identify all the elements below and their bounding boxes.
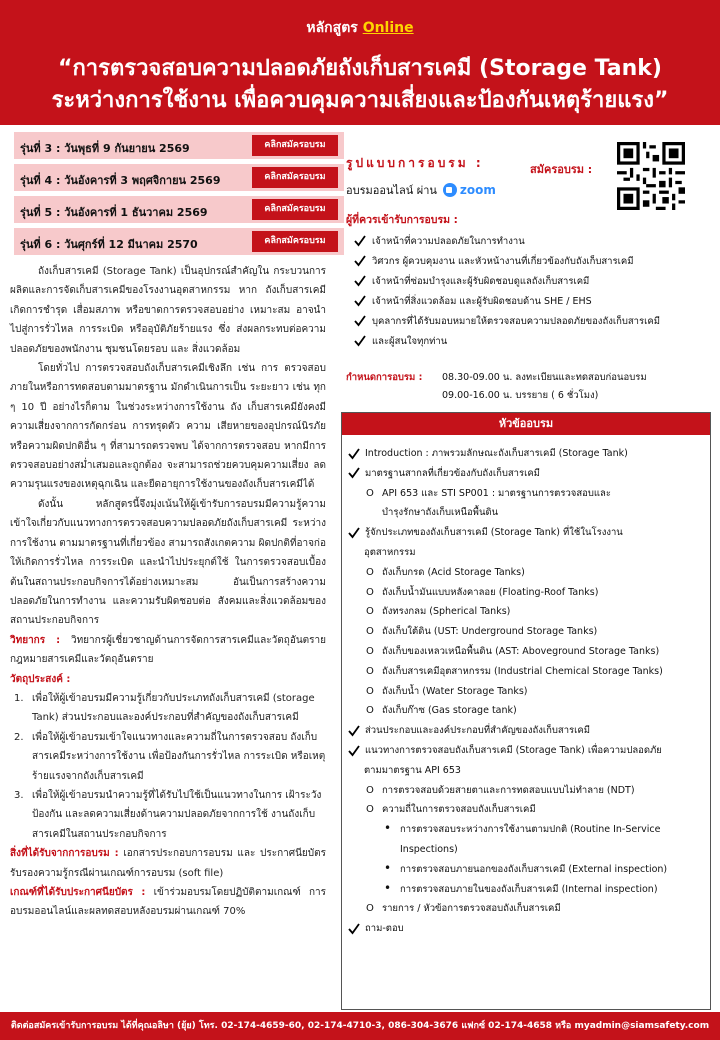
topic-item: O ถังเก็บก๊าซ (Gas storage tank): [366, 701, 517, 720]
topic-item: • การตรวจสอบภายในของถังเก็บสารเคมี (Internal inspection): [384, 880, 658, 899]
header-banner: [0, 0, 720, 125]
dot-bullet-icon: •: [384, 860, 392, 875]
check-icon: [354, 235, 366, 247]
topic-item: O ถังเก็บน้ำมันแบบหลังคาลอย (Floating-Roof Tanks): [366, 583, 598, 602]
topic-item: O รายการ / หัวข้อการตรวจสอบถังเก็บสารเคมี: [366, 899, 561, 918]
check-icon: [348, 448, 360, 460]
online-badge: Online: [362, 20, 414, 36]
list-item: 3. เพื่อให้ผู้เข้าอบรมนำความรู้ที่ได้รับไปใช้เป็นแนวทางในการ เฝ้าระวัง ป้องกัน และลดความเสี่ยงด้านความปลอดภัยจากการใช้ งานถังเก็บสารเคมีในสถานประกอบกิจการ: [14, 789, 322, 840]
topic-item: อุตสาหกรรม: [364, 547, 416, 558]
circle-bullet-icon: O: [366, 586, 374, 598]
round-list: [14, 132, 344, 260]
speaker-label: วิทยากร :: [10, 634, 61, 646]
receive-label: สิ่งที่ได้รับจากการอบรม :: [10, 848, 119, 860]
criteria-text: เข้าร่วมอบรมโดยปฏิบัติตามเกณฑ์ การอบรมออนไลน์และผลทดสอบหลังอบรมผ่านเกณฑ์ 70%: [10, 887, 326, 918]
register-button[interactable]: คลิกสมัครอบรม: [252, 135, 338, 156]
intro-paragraph: ถังเก็บสารเคมี (Storage Tank) เป็นอุปกรณ์สำคัญใน กระบวนการผลิตและการจัดเก็บสารเคมีของโรงงานอุตสาหกรรม หาก ถังเก็บสารเคมีเกิดการชำรุด เสื่อมสภาพ หรือขาดการตรวจสอบอย่าง เหมาะสม อาจนำไปสู่การรั่วไหล การระเบิด หรืออุบัติภัยร้ายแรง ซึ่ง ส่งผลกระทบต่อความปลอดภัยของพนักงาน ชุมชนโดยรอบ และ สิ่งแวดล้อม: [10, 266, 326, 355]
list-item: เจ้าหน้าที่ซ่อมบำรุงและผู้รับผิดชอบดูแลถังเก็บสารเคมี: [346, 271, 711, 291]
check-icon: [354, 295, 366, 307]
check-icon: [348, 923, 360, 935]
check-icon: [354, 315, 366, 327]
schedule-line: 08.30-09.00 น. ลงทะเบียนและทดสอบก่อนอบรม: [442, 372, 647, 383]
speaker-text: วิทยากรผู้เชี่ยวชาญด้านการจัดการสารเคมีและวัตถุอันตราย กฎหมายสารเคมีและวัตถุอันตราย: [10, 634, 326, 666]
course-title-line1: “การตรวจสอบความปลอดภัยถังเก็บสารเคมี (Storage Tank): [58, 56, 662, 81]
topic-item: Inspections): [400, 844, 458, 855]
check-icon: [348, 725, 360, 737]
online-via-text: อบรมออนไลน์ ผ่าน: [346, 184, 437, 197]
topic-item: แนวทางการตรวจสอบถังเก็บสารเคมี (Storage Tank) เพื่อความปลอดภัย: [348, 741, 662, 760]
list-item: เจ้าหน้าที่ความปลอดภัยในการทำงาน: [346, 231, 711, 251]
intro-paragraph: โดยทั่วไป การตรวจสอบถังเก็บสารเคมีเชิงลึก เช่น การ ตรวจสอบภายในหรือการทดสอบตามมาตรฐาน มักดำเนินการเป็น ระยะยาว เช่น ทุก ๆ 10 ปี อย่างไรก็ตาม ในช่วงระหว่างการใช้งาน ถัง เก็บสารเคมียังคงมีความเสี่ยงจากการกัดกร่อน การทรุดตัว ความ เสียหายของอุปกรณ์นิรภัย หรือความผิดปกติอื่น ๆ ที่สามารถตรวจพบ ได้จากการตรวจสอบ หากมีการตรวจสอบอย่างสม่ำเสมอและถูกต้อง จะสามารถช่วยควบคุมความเสี่ยง ลดความรุนแรงของเหตุฉุกเฉิน และยืดอายุการใช้งานของถังเก็บสารเคมีได้: [10, 363, 326, 491]
course-tag-prefix: หลักสูตร: [306, 20, 358, 36]
topic-item: Introduction : ภาพรวมลักษณะถังเก็บสารเคมี (Storage Tank): [348, 444, 628, 463]
round-item: [14, 196, 344, 223]
topic-item: O ถังเก็บใต้ดิน (UST: Underground Storage Tanks): [366, 622, 597, 641]
schedule-line: 09.00-16.00 น. บรรยาย ( 6 ชั่วโมง): [442, 390, 599, 401]
register-button[interactable]: คลิกสมัครอบรม: [252, 199, 338, 220]
topics-box: [341, 412, 711, 1010]
check-icon: [354, 275, 366, 287]
topic-item: รู้จักประเภทของถังเก็บสารเคมี (Storage Tank) ที่ใช้ในโรงงาน: [348, 523, 623, 542]
circle-bullet-icon: O: [366, 665, 374, 677]
course-title-line2: ระหว่างการใช้งาน เพื่อควบคุมความเสี่ยงและป้องกันเหตุร้ายแรง”: [51, 88, 669, 113]
circle-bullet-icon: O: [366, 646, 374, 657]
circle-bullet-icon: O: [366, 705, 374, 717]
round-label: รุ่นที่ 4 : วันอังคารที่ 3 พฤศจิกายน 2569: [20, 174, 221, 187]
topic-item: O ถังเก็บน้ำ (Water Storage Tanks): [366, 682, 528, 701]
topic-item: O การตรวจสอบด้วยสายตาและการทดสอบแบบไม่ทำลาย (NDT): [366, 781, 635, 800]
topic-item: ถาม-ตอบ: [348, 919, 404, 938]
round-item: [14, 164, 344, 191]
audience-heading: ผู้ที่ควรเข้ารับการอบรม :: [346, 214, 458, 226]
topic-item: O ความถี่ในการตรวจสอบถังเก็บสารเคมี: [366, 800, 536, 819]
register-button[interactable]: คลิกสมัครอบรม: [252, 167, 338, 188]
register-button[interactable]: คลิกสมัครอบรม: [252, 231, 338, 252]
topic-item: O ถังเก็บสารเคมีอุตสาหกรรม (Industrial Chemical Storage Tanks): [366, 662, 663, 681]
circle-bullet-icon: O: [366, 685, 374, 697]
receive-text: เอกสารประกอบการอบรม และ ประกาศนียบัตรรับรองความรู้กรณีผ่านเกณฑ์การอบรม (soft file): [10, 848, 326, 879]
criteria-block: [10, 883, 326, 922]
round-item: [14, 228, 344, 255]
topic-item: O ถังเก็บของเหลวเหนือพื้นดิน (AST: Aboveground Storage Tanks): [366, 642, 659, 661]
zoom-logo: [443, 183, 496, 197]
list-item: 1. เพื่อให้ผู้เข้าอบรมมีความรู้เกี่ยวกับประเภทถังเก็บสารเคมี (storage Tank) ส่วนประกอบและองค์ประกอบที่สำคัญของถังเก็บสารเคมี: [14, 692, 315, 724]
receive-block: [10, 844, 326, 883]
list-item: เจ้าหน้าที่สิ่งแวดล้อม และผู้รับผิดชอบด้าน SHE / EHS: [346, 291, 711, 311]
check-icon: [348, 745, 360, 757]
circle-bullet-icon: O: [366, 903, 374, 915]
intro-column: [10, 262, 326, 922]
list-item: และผู้สนใจทุกท่าน: [346, 331, 711, 351]
list-item: วิศวกร ผู้ควบคุมงาน และหัวหน้างานที่เกี่ยวข้องกับถังเก็บสารเคมี: [346, 251, 711, 271]
round-label: รุ่นที่ 3 : วันพุธที่ 9 กันยายน 2569: [20, 142, 190, 155]
check-icon: [348, 467, 360, 479]
objectives-label: วัตถุประสงค์ :: [10, 673, 71, 685]
objectives-list: [10, 689, 326, 844]
check-icon: [354, 335, 366, 347]
format-line: [346, 181, 611, 199]
topic-item: O ถังทรงกลม (Spherical Tanks): [366, 602, 510, 621]
qr-code-icon[interactable]: [617, 142, 685, 210]
check-icon: [348, 527, 360, 539]
zoom-icon: [443, 183, 457, 197]
topic-item: มาตรฐานสากลที่เกี่ยวข้องกับถังเก็บสารเคมี: [348, 464, 540, 483]
topic-item: ตามมาตรฐาน API 653: [364, 764, 461, 776]
list-item: บุคลากรที่ได้รับมอบหมายให้ตรวจสอบความปลอดภัยของถังเก็บสารเคมี: [346, 311, 711, 331]
topic-item: O API 653 และ STI SP001 : มาตรฐานการตรวจสอบและ: [366, 484, 611, 503]
round-label: รุ่นที่ 6 : วันศุกร์ที่ 12 มีนาคม 2570: [20, 238, 198, 251]
dot-bullet-icon: •: [384, 880, 392, 895]
topic-item: ส่วนประกอบและองค์ประกอบที่สำคัญของถังเก็บสารเคมี: [348, 721, 590, 740]
check-icon: [354, 255, 366, 267]
dot-bullet-icon: •: [384, 821, 392, 836]
topic-item: บำรุงรักษาถังเก็บเหนือพื้นดิน: [382, 507, 499, 519]
zoom-text: zoom: [459, 183, 496, 197]
topics-heading: หัวข้ออบรม: [342, 413, 710, 435]
topic-item: • การตรวจสอบระหว่างการใช้งานตามปกติ (Routine In-Service: [384, 820, 660, 839]
circle-bullet-icon: O: [366, 804, 374, 816]
topic-item: • การตรวจสอบภายนอกของถังเก็บสารเคมี (External inspection): [384, 860, 667, 879]
schedule-label: กำหนดการอบรม :: [346, 372, 423, 383]
target-audience: [346, 211, 711, 351]
format-heading: รูปแบบการอบรม :: [346, 156, 484, 170]
circle-bullet-icon: O: [366, 626, 374, 638]
circle-bullet-icon: O: [366, 784, 374, 796]
circle-bullet-icon: O: [366, 487, 374, 499]
criteria-label: เกณฑ์ที่ได้รับประกาศนียบัตร :: [10, 887, 146, 898]
topic-item: O ถังเก็บกรด (Acid Storage Tanks): [366, 563, 525, 582]
contact-footer: ติดต่อสมัครเข้ารับการอบรม ได้ที่คุณอลิษา (ยุ้ย) โทร. 02-174-4659-60, 02-174-4710-3, 086-304-3676 แฟกซ์ 02-174-4658 หรือ myadmin@siamsafety.com: [0, 1012, 720, 1040]
course-tag: [0, 17, 720, 39]
circle-bullet-icon: O: [366, 606, 374, 618]
register-label: สมัครอบรม :: [530, 163, 593, 176]
intro-paragraph: ดังนั้น หลักสูตรนี้จึงมุ่งเน้นให้ผู้เข้ารับการอบรมมีความรู้ความ เข้าใจเกี่ยวกับแนวทางการตรวจสอบความปลอดภัยถังเก็บสารเคมี ระหว่างการใช้งาน ตามมาตรฐานที่เกี่ยวข้อง สามารถสังเกตความ ผิดปกติที่อาจก่อให้เกิดการรั่วไหล การระเบิด และนำไปประยุกต์ใช้ ในการตรวจสอบเบื้องต้นในสถานประกอบกิจการได้อย่างเหมาะสม อันเป็นการสร้างความปลอดภัยในการทำงาน และความรับผิดชอบต่อ สังคมและสิ่งแวดล้อมของสถานประกอบกิจการ: [10, 498, 326, 627]
list-item: 2. เพื่อให้ผู้เข้าอบรมเข้าใจแนวทางและความถี่ในการตรวจสอบ ถังเก็บสารเคมีระหว่างการใช้งาน เพื่อป้องกันการรั่วไหล การระเบิด หรือเหตุร้ายแรงจากถังเก็บสารเคมี: [14, 731, 326, 782]
round-item: [14, 132, 344, 159]
round-label: รุ่นที่ 5 : วันอังคารที่ 1 ธันวาคม 2569: [20, 206, 208, 219]
circle-bullet-icon: O: [366, 566, 374, 578]
speaker-block: [10, 631, 326, 670]
